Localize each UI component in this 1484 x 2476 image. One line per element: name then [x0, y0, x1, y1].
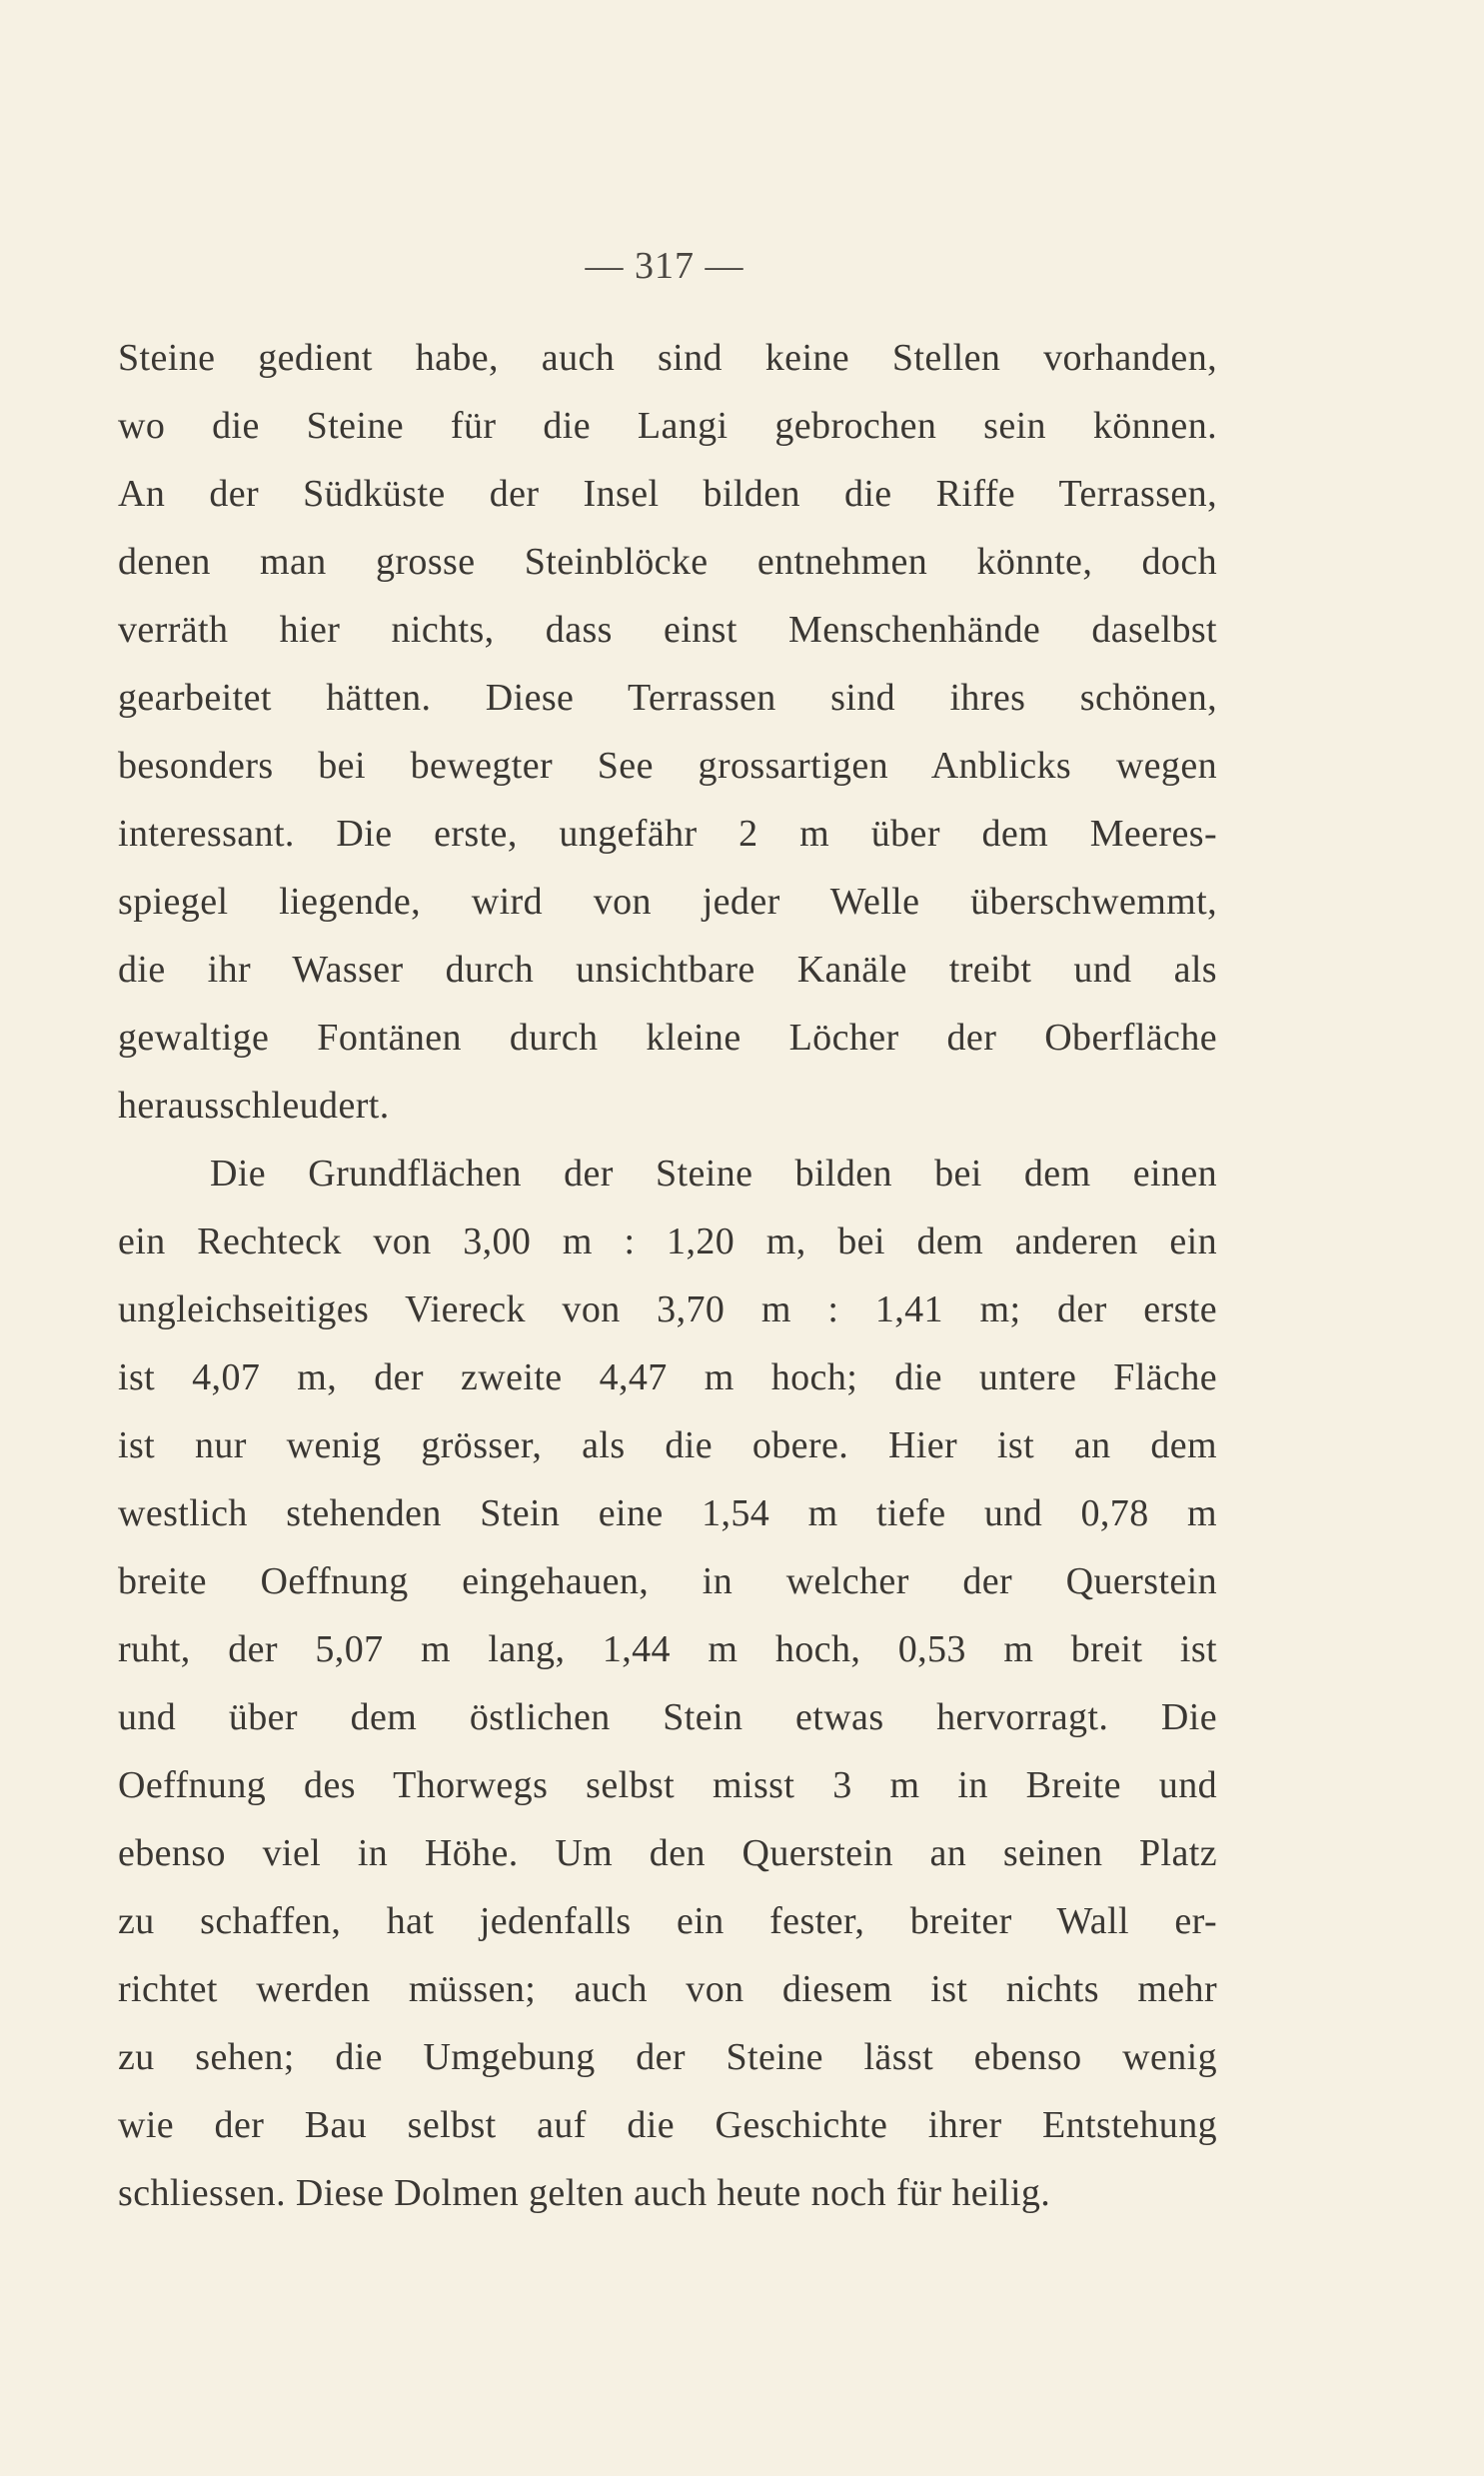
text-line: interessant. Die erste, ungefähr 2 m über dem Meeres-	[118, 813, 1217, 855]
text-line: schliessen. Diese Dolmen gelten auch heute noch für heilig.	[118, 2172, 1051, 2214]
text-line: An der Südküste der Insel bilden die Riffe Terrassen,	[118, 473, 1217, 515]
text-line: breite Oeffnung eingehauen, in welcher der Querstein	[118, 1560, 1217, 1602]
text-line: zu schaffen, hat jedenfalls ein fester, breiter Wall er-	[118, 1900, 1217, 1942]
text-line: richtet werden müssen; auch von diesem ist nichts mehr	[118, 1968, 1217, 2010]
text-line: wo die Steine für die Langi gebrochen sein können.	[118, 405, 1217, 447]
text-line: und über dem östlichen Stein etwas hervorragt. Die	[118, 1696, 1217, 1738]
text-line: Steine gedient habe, auch sind keine Stellen vorhanden,	[118, 337, 1217, 379]
paragraph-2	[118, 1140, 1217, 2227]
text-line: ruht, der 5,07 m lang, 1,44 m hoch, 0,53 m breit ist	[118, 1628, 1217, 1670]
text-line: westlich stehenden Stein eine 1,54 m tiefe und 0,78 m	[118, 1492, 1217, 1534]
text-line: denen man grosse Steinblöcke entnehmen könnte, doch	[118, 541, 1217, 583]
text-line: gearbeitet hätten. Diese Terrassen sind ihres schönen,	[118, 677, 1217, 719]
text-line: verräth hier nichts, dass einst Menschenhände daselbst	[118, 609, 1217, 651]
text-line: ist 4,07 m, der zweite 4,47 m hoch; die untere Fläche	[118, 1356, 1217, 1398]
text-line: besonders bei bewegter See grossartigen Anblicks wegen	[118, 745, 1217, 787]
text-line: ist nur wenig grösser, als die obere. Hier ist an dem	[118, 1424, 1217, 1466]
text-line: Oeffnung des Thorwegs selbst misst 3 m in Breite und	[118, 1764, 1217, 1806]
text-line: ebenso viel in Höhe. Um den Querstein an seinen Platz	[118, 1832, 1217, 1874]
text-line: gewaltige Fontänen durch kleine Löcher der Oberfläche	[118, 1017, 1217, 1059]
text-line: spiegel liegende, wird von jeder Welle überschwemmt,	[118, 881, 1217, 923]
page-number: — 317 —	[585, 245, 744, 287]
text-line: herausschleudert.	[118, 1085, 390, 1127]
text-line: zu sehen; die Umgebung der Steine lässt ebenso wenig	[118, 2036, 1217, 2078]
text-line: ungleichseitiges Viereck von 3,70 m : 1,41 m; der erste	[118, 1288, 1217, 1330]
text-line: die ihr Wasser durch unsichtbare Kanäle treibt und als	[118, 949, 1217, 991]
text-line: Die Grundflächen der Steine bilden bei dem einen	[210, 1153, 1217, 1195]
text-line: ein Rechteck von 3,00 m : 1,20 m, bei dem anderen ein	[118, 1221, 1217, 1262]
text-line: wie der Bau selbst auf die Geschichte ihrer Entstehung	[118, 2104, 1217, 2146]
body-text	[118, 324, 1217, 2227]
paragraph-1	[118, 324, 1217, 1140]
